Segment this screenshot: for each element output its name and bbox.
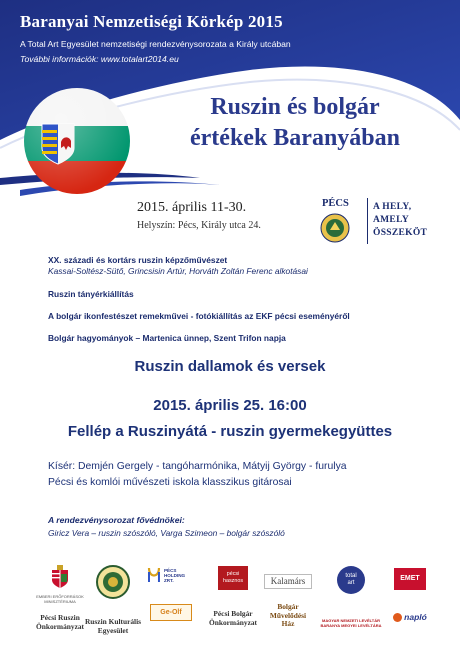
leveltar-line-1: MAGYAR NEMZETI LEVÉLTÁR (321, 618, 380, 623)
program-item-2: Ruszin tányérkiállítás (48, 289, 134, 299)
pecs-holding-icon (146, 566, 162, 584)
sponsor-emet[interactable] (384, 568, 436, 622)
sponsor-total-art[interactable] (318, 566, 384, 628)
sponsor-5-label-3: Ház (281, 619, 295, 629)
pecs-crest-icon (320, 213, 350, 243)
pecs-city-logo (318, 196, 438, 246)
headline-line-1: Ruszin és bolgár (210, 94, 380, 120)
sponsor-5-label-2: Művelődési (269, 610, 307, 620)
event-date: 2015. április 11-30. (137, 200, 247, 215)
sponsor-pecs-holding[interactable] (146, 566, 196, 621)
concert-title: Ruszin dallamok és versek (134, 358, 326, 375)
pecs-logo-divider (367, 198, 368, 244)
hasznos-line-1: pécsi (226, 571, 240, 577)
patrons-names: Giricz Vera – ruszin szószóló, Varga Szimeon – bolgár szószóló (48, 528, 285, 538)
pecs-logo-tagline (373, 201, 427, 240)
emet-badge: EMET (394, 568, 426, 590)
naplo-dot-icon (393, 613, 402, 622)
series-subtitle: A Total Art Egyesület nemzetiségi rendezvénysorozata a Király utcában (20, 39, 291, 49)
ge-olf-badge: Ge-Olf (150, 604, 192, 621)
program-item-1-artists: Kassai-Soltész-Sütő, Grincsisin Artúr, Horváth Zoltán Ferenc alkotásai (48, 266, 308, 276)
program-item-1-title: XX. századi és kortárs ruszin képzőművészet (48, 255, 228, 265)
pecs-tagline-1: A HELY, (373, 202, 412, 212)
total-art-logo (337, 566, 365, 594)
sponsor-ruszin-kulturalis-egyesulet[interactable] (82, 565, 144, 635)
sponsor-2-label-2: Egyesület (97, 625, 129, 635)
holding-name-2: HOLDING ZRT. (163, 572, 186, 583)
leveltar-line-2: BARANYA MEGYEI LEVÉLTÁRA (320, 623, 382, 628)
hasznos-line-2: hasznos (222, 578, 244, 584)
concert-performer: Fellép a Ruszinyátá - ruszin gyermekegyüttes (67, 423, 393, 440)
sponsor-1-label-1: Pécsi Ruszin (40, 613, 80, 622)
patrons-heading: A rendezvénysorozat fővédnökei: (48, 515, 185, 525)
concert-accompaniment: Kísér: Demjén Gergely - tangóharmónika, Mátyij György - furulya (48, 461, 347, 472)
sponsor-bolgar-onkormanyzat[interactable] (202, 566, 264, 627)
pecs-tagline-2: AMELY (373, 215, 409, 225)
program-item-4: Bolgár hagyományok – Martenica ünnep, Szent Trifon napja (48, 333, 286, 343)
sponsor-4-label-2: Önkormányzat (208, 617, 258, 627)
pecsi-hasznos-badge (218, 566, 248, 590)
total-art-line-2: art (347, 580, 355, 586)
headline-line-2: értékek Baranyában (190, 125, 400, 151)
hungarian-coat-of-arms-icon (50, 565, 70, 589)
sponsor-5-label-1: Bolgár (277, 602, 299, 611)
main-headline (150, 92, 440, 154)
event-venue: Helyszín: Pécs, Király utca 24. (137, 220, 261, 231)
ruthenian-bulgarian-flag-ball-icon (22, 86, 132, 196)
sponsor-2-label-1: Ruszin Kulturális (84, 617, 142, 626)
ministry-line-2: MINISZTÉRIUMA (44, 599, 76, 604)
sponsor-bolgar-muvelodesi-haz[interactable] (258, 574, 318, 629)
ministry-line-1: EMBERI ERŐFORRÁSOK (36, 594, 84, 599)
holding-name-1: PÉCS (163, 567, 177, 573)
sponsor-4-label-1: Pécsi Bolgár (213, 609, 253, 618)
more-info-link[interactable]: További információk: www.totalart2014.eu (20, 54, 179, 64)
pecs-tagline-3: ÖSSZEKÖT (373, 228, 428, 238)
ruszin-cultural-association-emblem-icon (96, 565, 130, 599)
naplo-logo (384, 612, 436, 622)
concert-datetime: 2015. április 25. 16:00 (153, 397, 307, 414)
pecs-logo-name: PÉCS (322, 198, 349, 209)
series-title: Baranyai Nemzetiségi Körkép 2015 (20, 12, 283, 31)
naplo-text: napló (404, 612, 427, 622)
total-art-line-1: total (345, 573, 357, 579)
program-item-3: A bolgár ikonfestészet remekművei - fotókiállítás az EKF pécsi eseményéről (48, 311, 350, 321)
sponsor-1-label-2: Önkormányzat (35, 621, 85, 631)
concert-guitarists: Pécsi és komlói művészeti iskola klasszikus gitárosai (48, 477, 292, 488)
kalamars-badge: Kalamárs (264, 574, 312, 589)
